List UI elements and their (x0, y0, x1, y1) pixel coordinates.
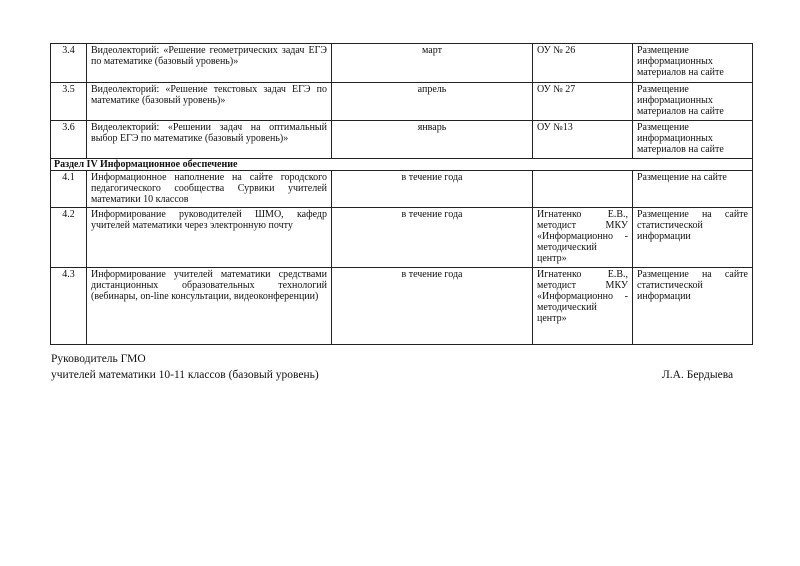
row-date: март (332, 44, 533, 83)
row-description: Видеолекторий: «Решение текстовых задач ЕГЭ по математике (базовый уровень)» (87, 83, 332, 121)
footer-line-1: Руководитель ГМО (51, 353, 146, 365)
table-row (51, 171, 753, 208)
footer-signature: Л.А. Бердыева (662, 369, 734, 381)
row-number: 4.1 (51, 171, 87, 208)
row-result: Размещение на сайте (633, 171, 753, 208)
row-result: Размещение информационных материалов на сайте (633, 121, 753, 159)
row-number: 4.2 (51, 208, 87, 268)
row-date: в течение года (332, 268, 533, 345)
table-row (51, 121, 753, 159)
row-number: 3.6 (51, 121, 87, 159)
table-row (51, 268, 753, 345)
row-result: Размещение на сайте статистической информации (633, 268, 753, 345)
row-responsible: ОУ №13 (533, 121, 633, 159)
row-number: 4.3 (51, 268, 87, 345)
row-date: в течение года (332, 171, 533, 208)
row-description: Видеолекторий: «Решение геометрических задач ЕГЭ по математике (базовый уровень)» (87, 44, 332, 83)
footer-position (51, 351, 319, 383)
row-date: апрель (332, 83, 533, 121)
table-row (51, 208, 753, 268)
row-result: Размещение информационных материалов на сайте (633, 83, 753, 121)
plan-table (50, 43, 753, 345)
row-description: Видеолекторий: «Решении задач на оптимальный выбор ЕГЭ по математике (базовый уровень)» (87, 121, 332, 159)
row-result: Размещение информационных материалов на сайте (633, 44, 753, 83)
row-date: в течение года (332, 208, 533, 268)
row-number: 3.4 (51, 44, 87, 83)
row-responsible: ОУ № 26 (533, 44, 633, 83)
table-row (51, 83, 753, 121)
row-date: январь (332, 121, 533, 159)
row-result: Размещение на сайте статистической информации (633, 208, 753, 268)
row-responsible: Игнатенко Е.В., методист МКУ «Информационно - методический центр» (533, 268, 633, 345)
row-responsible: ОУ № 27 (533, 83, 633, 121)
row-responsible: Игнатенко Е.В., методист МКУ «Информационно - методический центр» (533, 208, 633, 268)
section-row (51, 159, 753, 171)
footer-line-2: учителей математики 10-11 классов (базовый уровень) (51, 369, 319, 381)
row-responsible (533, 171, 633, 208)
row-description: Информирование учителей математики средствами дистанционных образовательных технологий (вебинары, on-line консультации, видеоконференции) (87, 268, 332, 345)
section-heading: Раздел IV Информационное обеспечение (51, 159, 753, 171)
row-description: Информационное наполнение на сайте городского педагогического сообщества Сурвики учителей математики 10 классов (87, 171, 332, 208)
row-description: Информирование руководителей ШМО, кафедр учителей математики через электронную почту (87, 208, 332, 268)
row-number: 3.5 (51, 83, 87, 121)
table-row (51, 44, 753, 83)
